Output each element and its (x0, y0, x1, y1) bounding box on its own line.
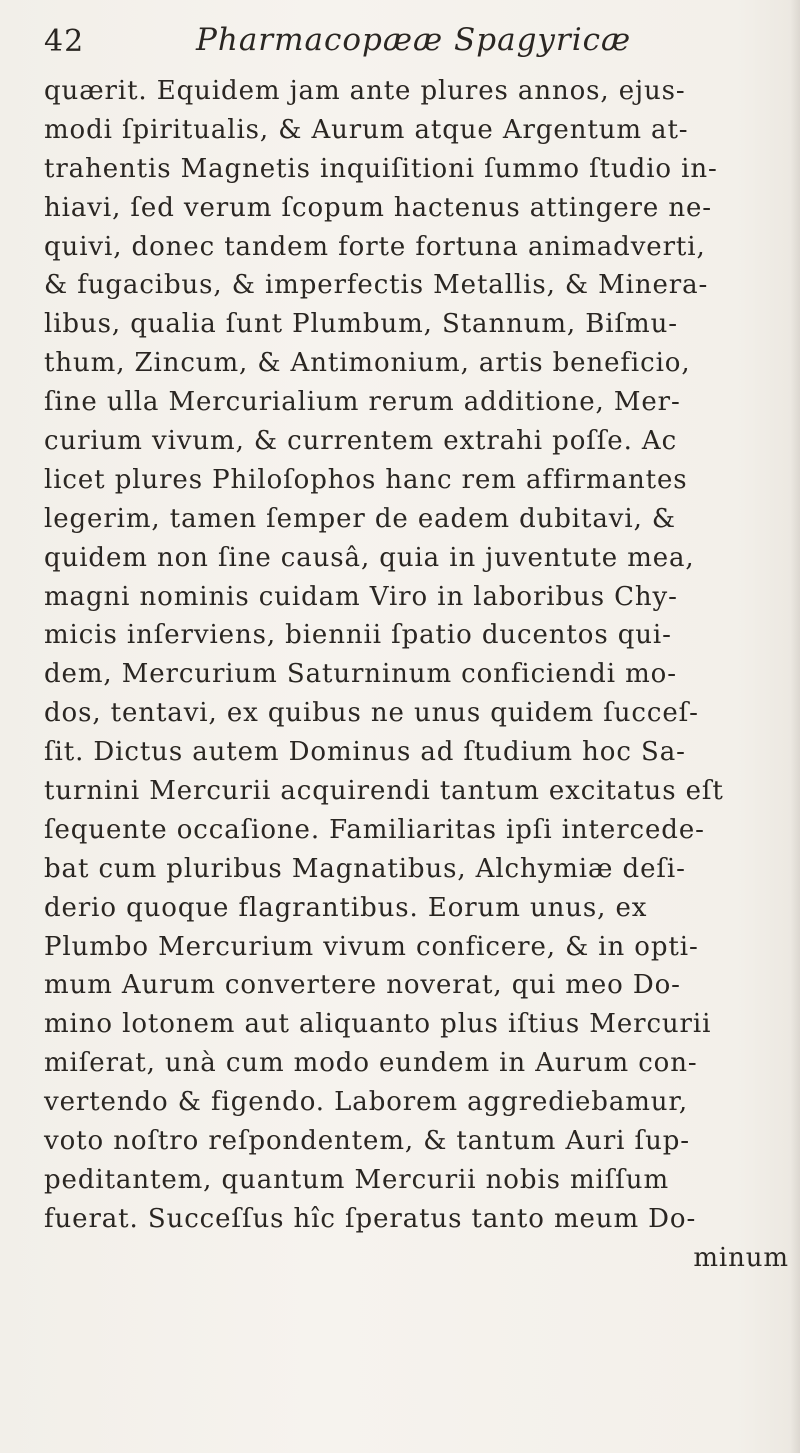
text-line: curium vivum, & currentem extrahi poſſe. Ac (44, 426, 678, 457)
text-line: mino lotonem aut aliquanto plus iſtius Mercurii (44, 1009, 712, 1040)
text-line: magni nominis cuidam Viro in laboribus Chy- (44, 581, 678, 612)
text-line: trahentis Magnetis inquiſitioni ſummo ſtudio in- (44, 153, 718, 184)
text-line: turnini Mercurii acquirendi tantum excitatus eſt (44, 776, 724, 807)
page-edge-shadow (790, 0, 800, 1453)
text-line: licet plures Philoſophos hanc rem affirmantes (44, 464, 688, 495)
text-line: quivi, donec tandem forte fortuna animadverti, (44, 231, 706, 262)
text-line: libus, qualia ſunt Plumbum, Stannum, Biſmu- (44, 309, 678, 340)
text-line: mum Aurum convertere noverat, qui meo Do- (44, 970, 681, 1001)
text-line: voto noſtro reſpondentem, & tantum Auri ſup- (44, 1126, 690, 1157)
text-line: Plumbo Mercurium vivum conficere, & in opti- (44, 931, 699, 962)
text-line: ſit. Dictus autem Dominus ad ſtudium hoc Sa- (44, 737, 686, 768)
text-line: thum, Zincum, & Antimonium, artis beneficio, (44, 348, 691, 379)
text-line: fuerat. Succeſſus hîc ſperatus tanto meum Do- (44, 1203, 697, 1234)
text-line: quidem non ſine causâ, quia in juventute mea, (44, 542, 695, 573)
page-number: 42 (44, 24, 85, 59)
text-line: ſine ulla Mercurialium rerum additione, Mer- (44, 387, 681, 418)
page-header (44, 18, 764, 66)
text-line: ſequente occaſione. Familiaritas ipſi intercede- (44, 814, 705, 845)
text-line: dem, Mercurium Saturninum conficiendi mo- (44, 659, 677, 690)
catchword: minum (693, 1242, 789, 1273)
text-line: miſerat, unà cum modo eundem in Aurum con- (44, 1048, 698, 1079)
running-title: Pharmacopææ Spagyricæ (196, 22, 632, 58)
text-line: legerim, tamen ſemper de eadem dubitavi, & (44, 503, 676, 534)
text-line: & fugacibus, & imperfectis Metallis, & Minera- (44, 270, 709, 301)
text-line: dos, tentavi, ex quibus ne unus quidem ſucceſ- (44, 698, 699, 729)
text-line: derio quoque flagrantibus. Eorum unus, ex (44, 892, 648, 923)
text-line: vertendo & figendo. Laborem aggrediebamur, (44, 1087, 689, 1118)
text-line: bat cum pluribus Magnatibus, Alchymiæ deſi- (44, 853, 686, 884)
text-line: micis inſerviens, biennii ſpatio ducentos qui- (44, 620, 672, 651)
body-text (44, 72, 789, 1278)
text-line: hiavi, ſed verum ſcopum hactenus attingere ne- (44, 192, 712, 223)
text-line: peditantem, quantum Mercurii nobis miſſum (44, 1164, 669, 1195)
text-line: quærit. Equidem jam ante plures annos, ejus- (44, 76, 686, 106)
text-line: modi ſpiritualis, & Aurum atque Argentum at- (44, 114, 689, 145)
